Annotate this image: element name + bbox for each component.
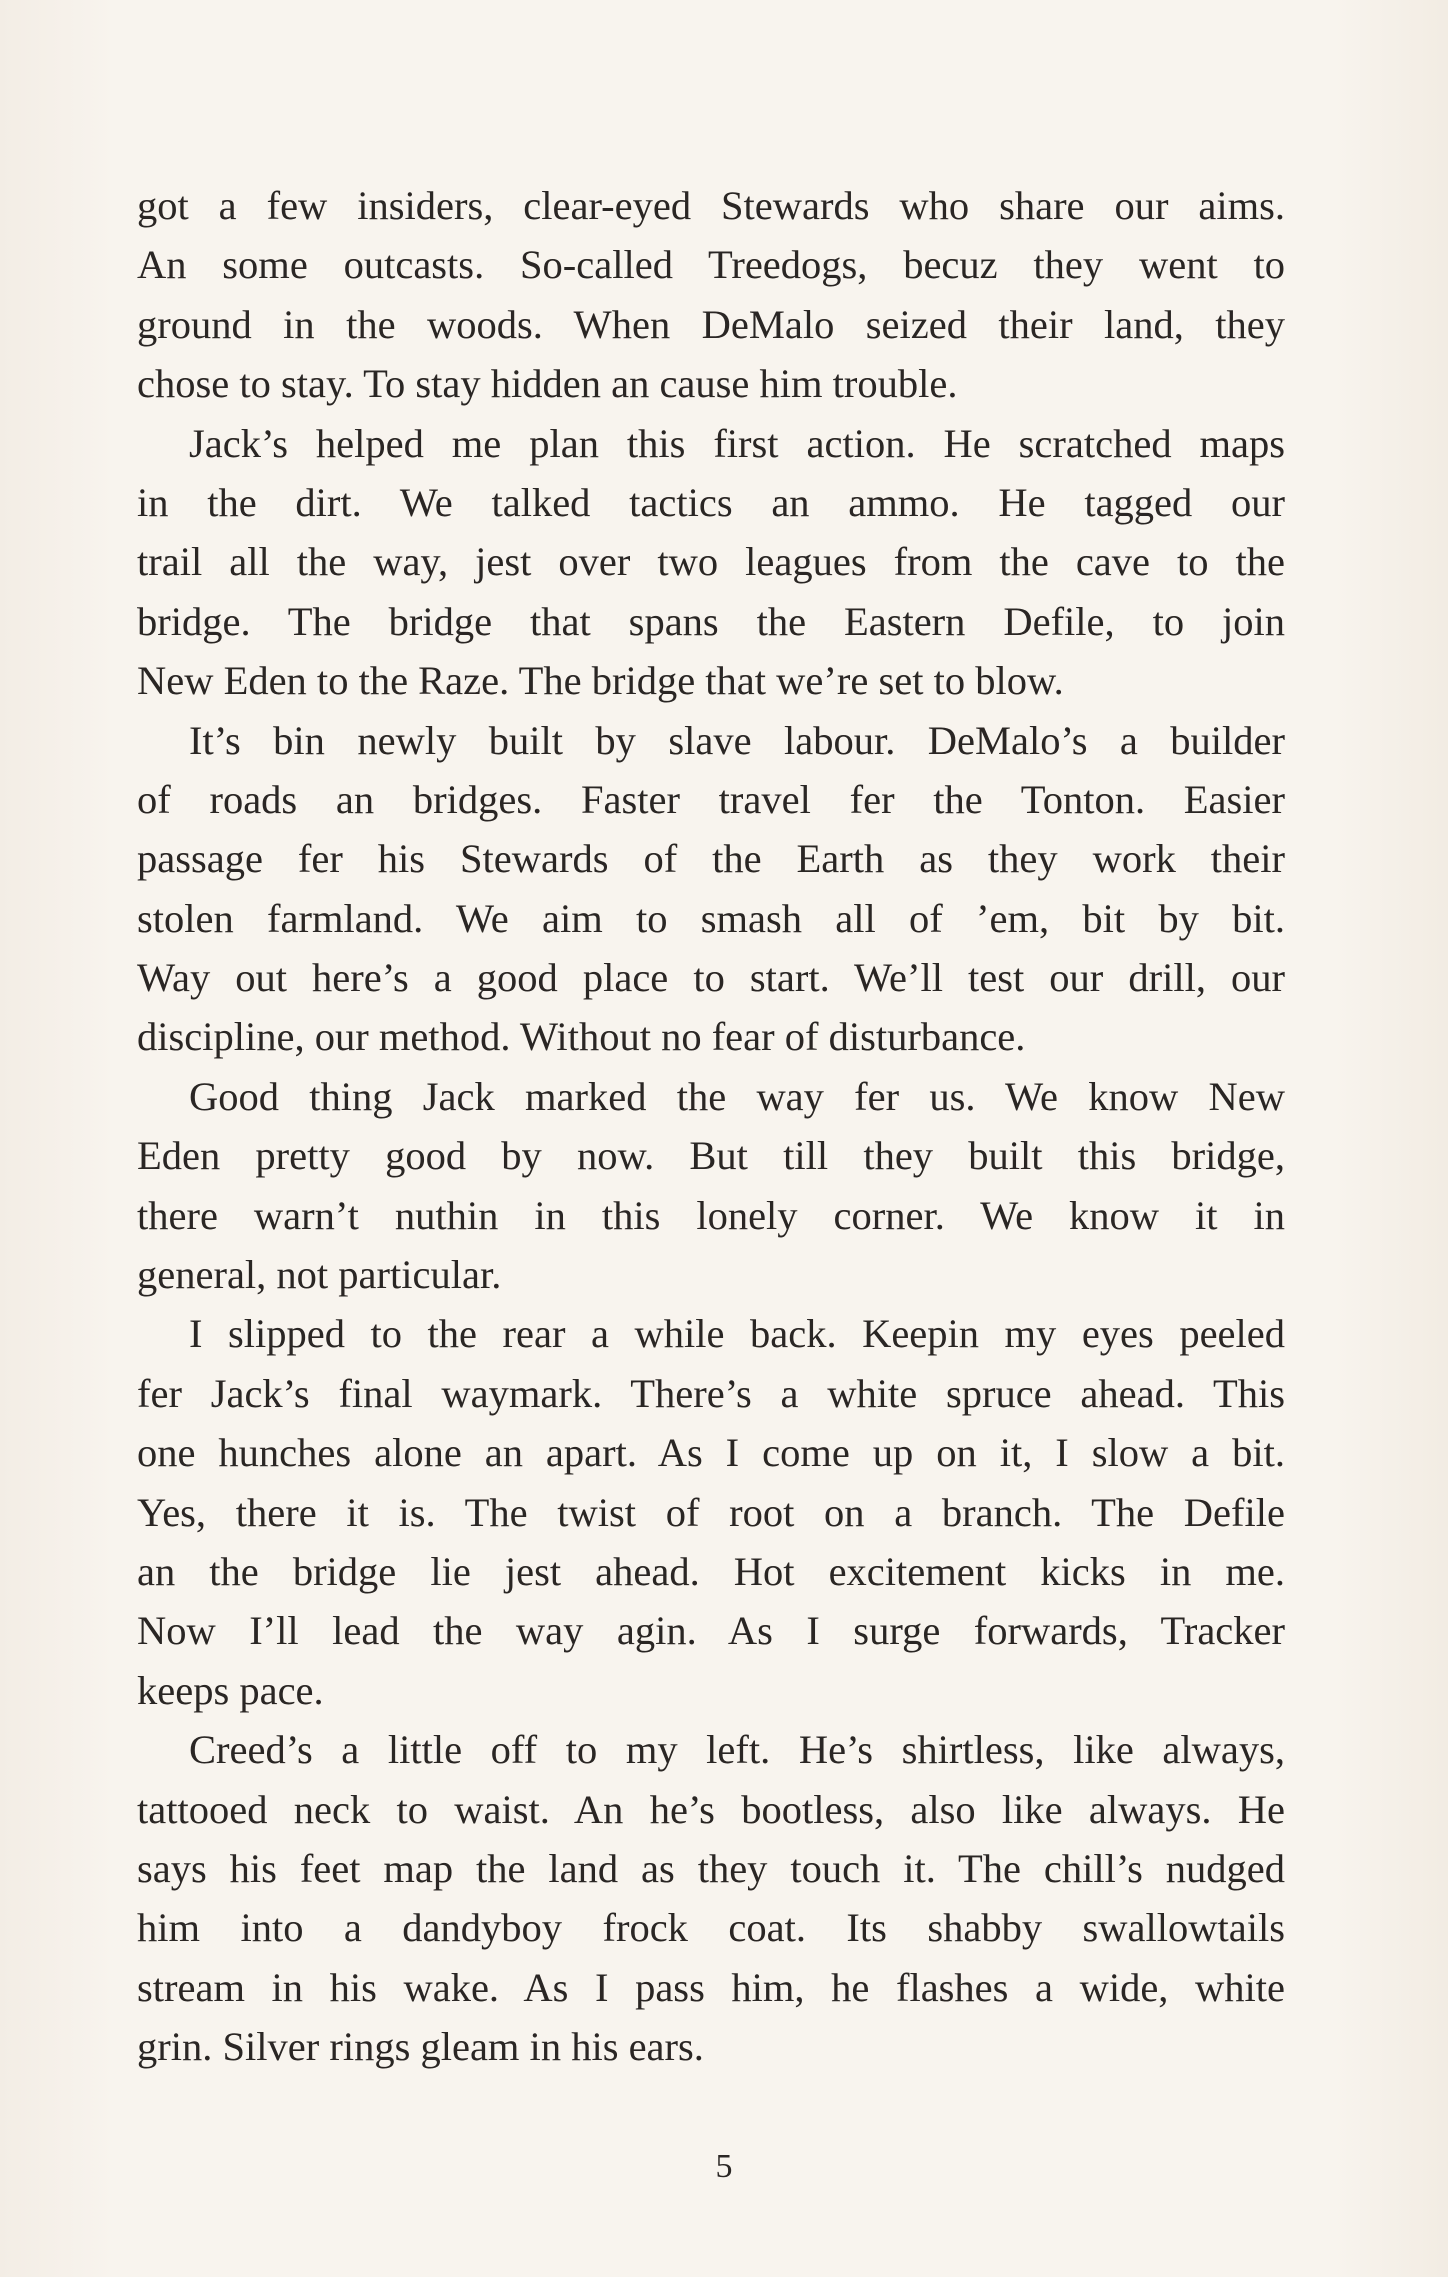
paragraph-line: Good thing Jack marked the way fer us. We know New bbox=[189, 1073, 1285, 1119]
paragraph-line: grin. Silver rings gleam in his ears. bbox=[137, 2024, 704, 2070]
paragraph-line: keeps pace. bbox=[137, 1667, 324, 1713]
paragraph-line: discipline, our method. Without no fear of disturbance. bbox=[137, 1014, 1026, 1060]
paragraph-line: stream in his wake. As I pass him, he flashes a wide, white bbox=[137, 1964, 1285, 2010]
paragraph-line: fer Jack’s final waymark. There’s a white spruce ahead. This bbox=[137, 1370, 1285, 1416]
paragraph-line: Eden pretty good by now. But till they built this bridge, bbox=[137, 1133, 1285, 1179]
paragraph-line: Creed’s a little off to my left. He’s shirtless, like always, bbox=[189, 1727, 1285, 1773]
paragraph-line: got a few insiders, clear-eyed Stewards who share our aims. bbox=[137, 183, 1285, 228]
body-text bbox=[137, 176, 1285, 2077]
paragraph-line: in the dirt. We talked tactics an ammo. He tagged our bbox=[137, 479, 1285, 525]
paragraph-line: bridge. The bridge that spans the Eastern Defile, to join bbox=[137, 598, 1285, 644]
paragraph-line: stolen farmland. We aim to smash all of ’em, bit by bit. bbox=[137, 895, 1285, 941]
paragraph-line: Now I’ll lead the way agin. As I surge forwards, Tracker bbox=[137, 1608, 1285, 1654]
paragraph-line: general, not particular. bbox=[137, 1252, 502, 1298]
paragraph-line: chose to stay. To stay hidden an cause him trouble. bbox=[137, 361, 958, 407]
paragraph-line: An some outcasts. So-called Treedogs, becuz they went to bbox=[137, 242, 1285, 288]
paragraph-line: ground in the woods. When DeMalo seized their land, they bbox=[137, 301, 1285, 347]
paragraph-line: of roads an bridges. Faster travel fer the Tonton. Easier bbox=[137, 776, 1285, 822]
paragraph-line: passage fer his Stewards of the Earth as they work their bbox=[137, 836, 1285, 882]
paragraph-line: tattooed neck to waist. An he’s bootless, also like always. He bbox=[137, 1786, 1285, 1832]
paragraph-line: trail all the way, jest over two leagues from the cave to the bbox=[137, 539, 1285, 585]
paragraph-line: says his feet map the land as they touch it. The chill’s nudged bbox=[137, 1845, 1285, 1891]
paragraph-line: an the bridge lie jest ahead. Hot excitement kicks in me. bbox=[137, 1548, 1285, 1594]
paragraph-line: I slipped to the rear a while back. Keepin my eyes peeled bbox=[189, 1311, 1285, 1357]
paragraph-line: him into a dandyboy frock coat. Its shabby swallowtails bbox=[137, 1905, 1285, 1951]
paragraph-line: Jack’s helped me plan this first action. He scratched maps bbox=[189, 420, 1285, 466]
paragraph-line: there warn’t nuthin in this lonely corner. We know it in bbox=[137, 1192, 1285, 1238]
paragraph-line: New Eden to the Raze. The bridge that we’re set to blow. bbox=[137, 658, 1064, 704]
page-number: 5 bbox=[715, 2148, 733, 2185]
paragraph-line: It’s bin newly built by slave labour. DeMalo’s a builder bbox=[189, 717, 1285, 763]
paragraph-line: Way out here’s a good place to start. We’ll test our drill, our bbox=[137, 955, 1285, 1001]
paragraph-line: one hunches alone an apart. As I come up on it, I slow a bit. bbox=[137, 1430, 1285, 1476]
paragraph-line: Yes, there it is. The twist of root on a branch. The Defile bbox=[137, 1489, 1285, 1535]
